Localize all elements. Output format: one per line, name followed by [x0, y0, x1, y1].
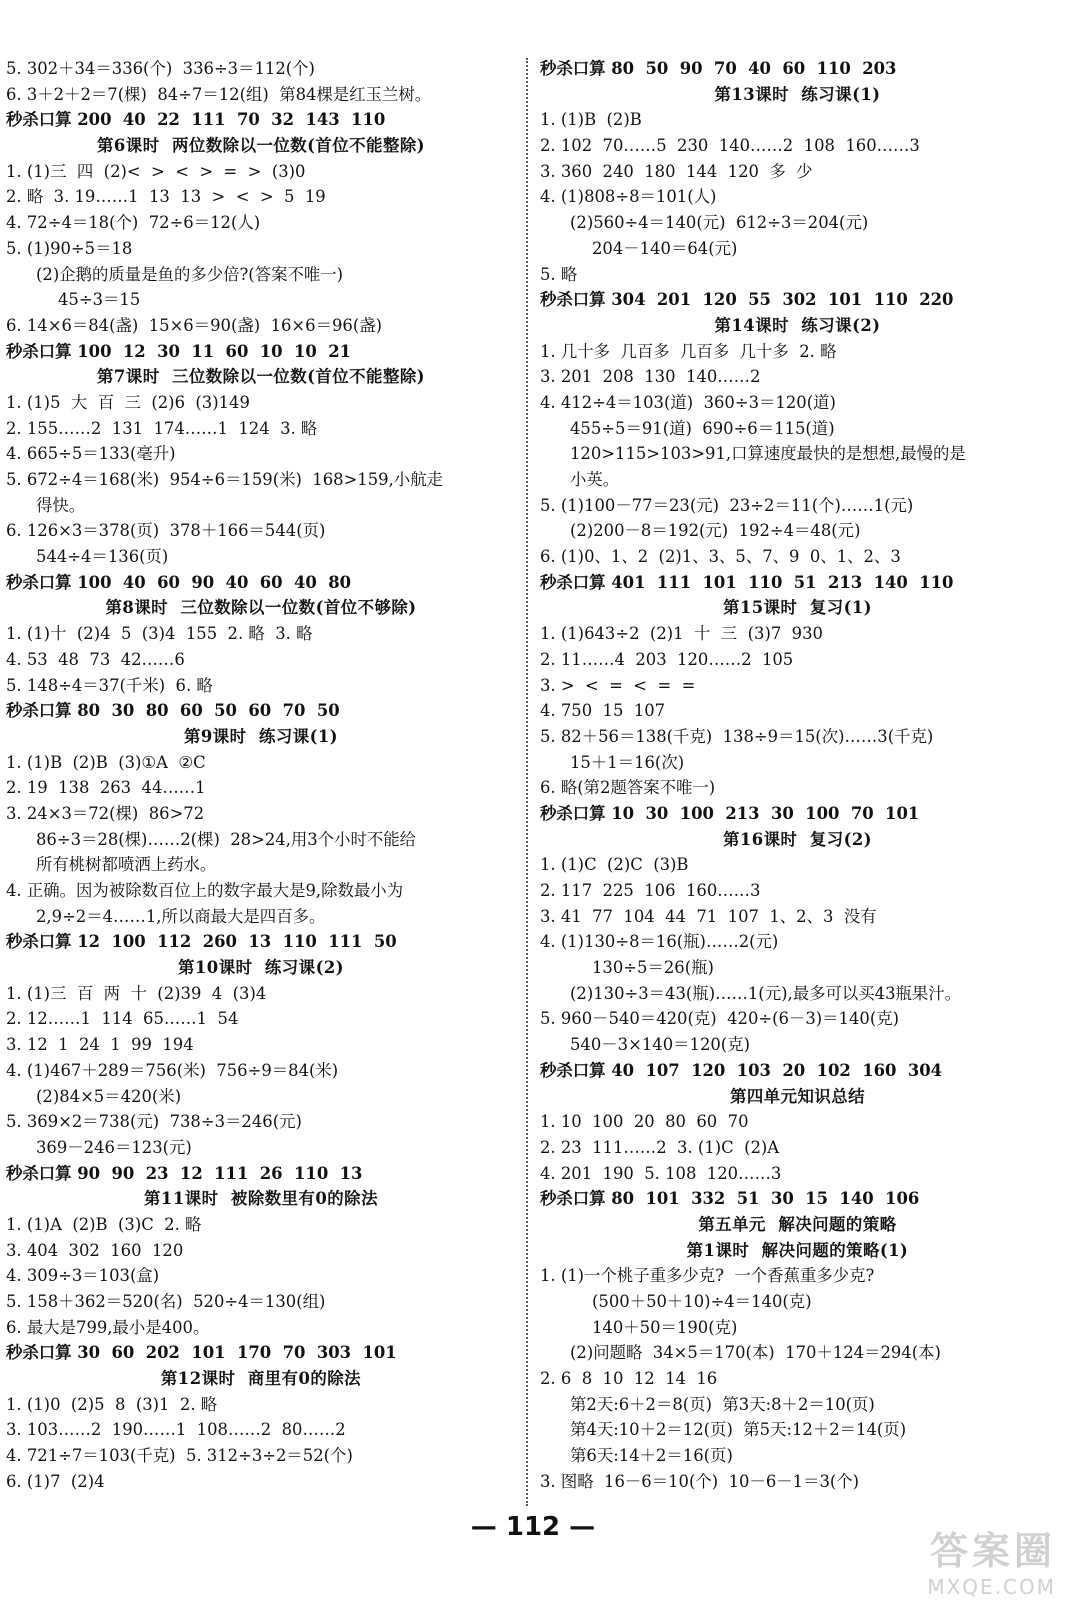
- answer-line: 5. (1)100－77＝23(元) 23÷2＝11(个)……1(元): [540, 495, 914, 515]
- answer-line: 1. (1)B (2)B (3)①A ②C: [6, 752, 206, 772]
- oral-calc-line: 秒杀口算 100 12 30 11 60 10 10 21: [6, 341, 352, 361]
- answer-line: 4. (1)130÷8＝16(瓶)……2(元): [540, 932, 779, 952]
- answer-line: 第2天:6＋2＝8(页) 第3天:8＋2＝10(页): [570, 1394, 875, 1414]
- answer-line: 4. 721÷7＝103(千克) 5. 312÷3÷2＝52(个): [6, 1446, 353, 1466]
- lesson-heading: 第1课时 解决问题的策略(1): [686, 1240, 909, 1260]
- answer-line: 6. (1)7 (2)4: [6, 1471, 105, 1491]
- answer-line: 4. 201 190 5. 108 120……3: [540, 1163, 782, 1183]
- answer-line: 544÷4＝136(页): [36, 547, 169, 567]
- lesson-heading: 第11课时 被除数里有0的除法: [144, 1189, 378, 1209]
- answer-line: 3. 360 240 180 144 120 多 少: [540, 161, 813, 181]
- oral-calc-line: 秒杀口算 304 201 120 55 302 101 110 220: [540, 290, 954, 310]
- oral-calc-line: 秒杀口算 10 30 100 213 30 100 70 101: [540, 803, 920, 823]
- answer-line: 5. 148÷4＝37(千米) 6. 略: [6, 675, 213, 695]
- answer-line: 1. (1)C (2)C (3)B: [540, 855, 689, 875]
- lesson-heading: 第16课时 复习(2): [722, 829, 873, 849]
- answer-line: 369－246＝123(元): [36, 1137, 192, 1157]
- left-column: [6, 56, 516, 1495]
- answer-line: 1. (1)三 百 两 十 (2)39 4 (3)4: [6, 983, 267, 1003]
- answer-line: 1. (1)B (2)B: [540, 110, 642, 130]
- oral-calc-line: 秒杀口算 100 40 60 90 40 60 40 80: [6, 572, 352, 592]
- answer-line: 4. 72÷4＝18(个) 72÷6＝12(人): [6, 213, 261, 233]
- answer-line: (2)84×5＝420(米): [36, 1086, 182, 1106]
- answer-line: 15＋1＝16(次): [570, 752, 685, 772]
- answer-line: 4. (1)467＋289＝756(米) 756÷9＝84(米): [6, 1060, 339, 1080]
- answer-line: 204－140＝64(元): [592, 238, 738, 258]
- answer-line: 6. 3＋2＋2＝7(棵) 84÷7＝12(组) 第84棵是红玉兰树。: [6, 84, 432, 104]
- answer-line: 6. (1)0、1、2 (2)1、3、5、7、9 0、1、2、3: [540, 547, 901, 567]
- answer-line: (2)问题略 34×5＝170(本) 170＋124＝294(本): [570, 1343, 941, 1363]
- lesson-heading: 第6课时 两位数除以一位数(首位不能整除): [97, 136, 425, 156]
- answer-line: 3. 12 1 24 1 99 194: [6, 1035, 194, 1055]
- lesson-heading: 第7课时 三位数除以一位数(首位不能整除): [97, 367, 425, 387]
- answer-line: 1. 几十多 几百多 几百多 几十多 2. 略: [540, 341, 837, 361]
- oral-calc-line: 秒杀口算 80 50 90 70 40 60 110 203: [540, 59, 897, 78]
- answer-line: 1. (1)643÷2 (2)1 十 三 (3)7 930: [540, 624, 823, 644]
- oral-calc-line: 秒杀口算 200 40 22 111 70 32 143 110: [6, 110, 386, 130]
- answer-line: 120>115>103>91,口算速度最快的是想想,最慢的是: [570, 444, 966, 464]
- page-number: — 112 —: [470, 1512, 596, 1542]
- answer-line: 4. 750 15 107: [540, 701, 666, 721]
- answer-line: (2)130÷3＝43(瓶)……1(元),最多可以买43瓶果汁。: [570, 983, 962, 1003]
- watermark-name: 答案圈: [929, 1529, 1056, 1573]
- answer-line: 2. 102 70……5 230 140……2 108 160……3: [540, 136, 920, 156]
- answer-line: 2. 23 111……2 3. (1)C (2)A: [540, 1137, 780, 1157]
- oral-calc-line: 秒杀口算 80 101 332 51 30 15 140 106: [540, 1189, 920, 1209]
- answer-line: 45÷3＝15: [58, 290, 141, 310]
- answer-line: 4. 412÷4＝103(道) 360÷3＝120(道): [540, 392, 836, 412]
- watermark-logo: [866, 1520, 1056, 1599]
- answer-line: 540－3×140＝120(克): [570, 1035, 750, 1055]
- lesson-heading: 第12课时 商里有0的除法: [160, 1369, 362, 1389]
- answer-line: 1. (1)A (2)B (3)C 2. 略: [6, 1214, 202, 1234]
- oral-calc-line: 秒杀口算 80 30 80 60 50 60 70 50: [6, 701, 340, 721]
- answer-line: 140＋50＝190(克): [592, 1317, 738, 1337]
- answer-line: (2)200－8＝192(元) 192÷4＝48(元): [570, 521, 861, 541]
- answer-line: 3. > < = < = =: [540, 675, 696, 695]
- answer-line: 3. 24×3＝72(棵) 86>72: [6, 803, 205, 823]
- answer-line: 5. 82＋56＝138(千克) 138÷9＝15(次)……3(千克): [540, 726, 934, 746]
- answer-line: 所有桃树都喷洒上药水。: [36, 855, 217, 875]
- answer-line: 4. 53 48 73 42……6: [6, 649, 185, 669]
- answer-line: 5. (1)90÷5＝18: [6, 238, 133, 258]
- answer-line: 86÷3＝28(棵)……2(棵) 28>24,用3个小时不能给: [36, 829, 417, 849]
- answer-line: 2. 155……2 131 174……1 124 3. 略: [6, 418, 318, 438]
- answer-line: 4. 665÷5＝133(毫升): [6, 444, 176, 464]
- answer-line: 5. 369×2＝738(元) 738÷3＝246(元): [6, 1112, 302, 1132]
- answer-line: 6. 最大是799,最小是400。: [6, 1317, 210, 1337]
- right-column: [540, 56, 1055, 1495]
- answer-line: 1. (1)5 大 百 三 (2)6 (3)149: [6, 392, 250, 412]
- answer-line: 3. 103……2 190……1 108……2 80……2: [6, 1420, 346, 1440]
- answer-line: 1. (1)一个桃子重多少克? 一个香蕉重多少克?: [540, 1266, 875, 1286]
- answer-line: (2)560÷4＝140(元) 612÷3＝204(元): [570, 213, 869, 233]
- oral-calc-line: 秒杀口算 401 111 101 110 51 213 140 110: [540, 572, 954, 592]
- answer-line: 3. 201 208 130 140……2: [540, 367, 761, 387]
- oral-calc-line: 秒杀口算 40 107 120 103 20 102 160 304: [540, 1060, 943, 1080]
- answer-line: 2. 19 138 263 44……1: [6, 778, 206, 798]
- answer-line: 6. 14×6＝84(盏) 15×6＝90(盏) 16×6＝96(盏): [6, 315, 383, 335]
- answer-line: 4. 309÷3＝103(盒): [6, 1266, 160, 1286]
- lesson-heading: 第9课时 练习课(1): [183, 726, 339, 746]
- answer-line: 5. 158＋362＝520(名) 520÷4＝130(组): [6, 1292, 326, 1311]
- answer-line: 得快。: [36, 495, 86, 515]
- lesson-heading: 第8课时 三位数除以一位数(首位不够除): [105, 598, 417, 618]
- lesson-heading: 第四单元知识总结: [729, 1086, 866, 1106]
- answer-line: 3. 41 77 104 44 71 107 1、2、3 没有: [540, 906, 877, 926]
- answer-line: 小英。: [570, 470, 620, 489]
- answer-line: 6. 126×3＝378(页) 378＋166＝544(页): [6, 521, 326, 541]
- answer-line: 5. 672÷4＝168(米) 954÷6＝159(米) 168>159,小航走: [6, 470, 443, 489]
- lesson-heading: 第13课时 练习课(1): [714, 84, 881, 104]
- answer-line: 1. (1)十 (2)4 5 (3)4 155 2. 略 3. 略: [6, 624, 313, 644]
- answer-line: 1. 10 100 20 80 60 70: [540, 1112, 749, 1132]
- answer-line: (500＋50＋10)÷4＝140(克): [592, 1292, 812, 1311]
- column-divider: [526, 58, 528, 1506]
- answer-line: 2. 11……4 203 120……2 105: [540, 649, 794, 669]
- answer-line: 4. (1)808÷8＝101(人): [540, 187, 717, 207]
- oral-calc-line: 秒杀口算 30 60 202 101 170 70 303 101: [6, 1343, 397, 1363]
- lesson-heading: 第14课时 练习课(2): [714, 315, 881, 335]
- answer-line: 130÷5＝26(瓶): [592, 958, 714, 978]
- answer-line: 6. 略(第2题答案不唯一): [540, 778, 716, 798]
- answer-line: 第6天:14＋2＝16(页): [570, 1446, 733, 1466]
- answer-line: 5. 960－540＝420(克) 420÷(6－3)＝140(克): [540, 1009, 899, 1029]
- answer-line: 455÷5＝91(道) 690÷6＝115(道): [570, 418, 835, 438]
- lesson-heading: 第15课时 复习(1): [722, 598, 873, 618]
- answer-line: 第4天:10＋2＝12(页) 第5天:12＋2＝14(页): [570, 1420, 907, 1440]
- answer-line: 3. 404 302 160 120: [6, 1240, 184, 1260]
- answer-line: 2. 略 3. 19……1 13 13 > < > 5 19: [6, 187, 326, 207]
- answer-line: 1. (1)0 (2)5 8 (3)1 2. 略: [6, 1394, 218, 1414]
- lesson-heading: 第五单元 解决问题的策略: [698, 1214, 897, 1234]
- watermark-url: MXQE.COM: [927, 1575, 1056, 1599]
- oral-calc-line: 秒杀口算 12 100 112 260 13 110 111 50: [6, 932, 397, 952]
- answer-line: 5. 302＋34＝336(个) 336÷3＝112(个): [6, 59, 315, 78]
- oral-calc-line: 秒杀口算 90 90 23 12 111 26 110 13: [6, 1163, 363, 1183]
- answer-line: 3. 图略 16－6＝10(个) 10－6－1＝3(个): [540, 1471, 860, 1491]
- answer-line: 5. 略: [540, 264, 578, 284]
- answer-line: 2,9÷2＝4……1,所以商最大是四百多。: [36, 906, 326, 926]
- answer-line: 4. 正确。因为被除数百位上的数字最大是9,除数最小为: [6, 881, 404, 900]
- answer-line: (2)企鹅的质量是鱼的多少倍?(答案不唯一): [36, 264, 344, 284]
- answer-line: 2. 6 8 10 12 14 16: [540, 1369, 718, 1389]
- answer-line: 1. (1)三 四 (2)< > < > = > (3)0: [6, 161, 306, 181]
- answer-line: 2. 12……1 114 65……1 54: [6, 1009, 239, 1029]
- answer-line: 2. 117 225 106 160……3: [540, 881, 761, 900]
- lesson-heading: 第10课时 练习课(2): [178, 958, 344, 978]
